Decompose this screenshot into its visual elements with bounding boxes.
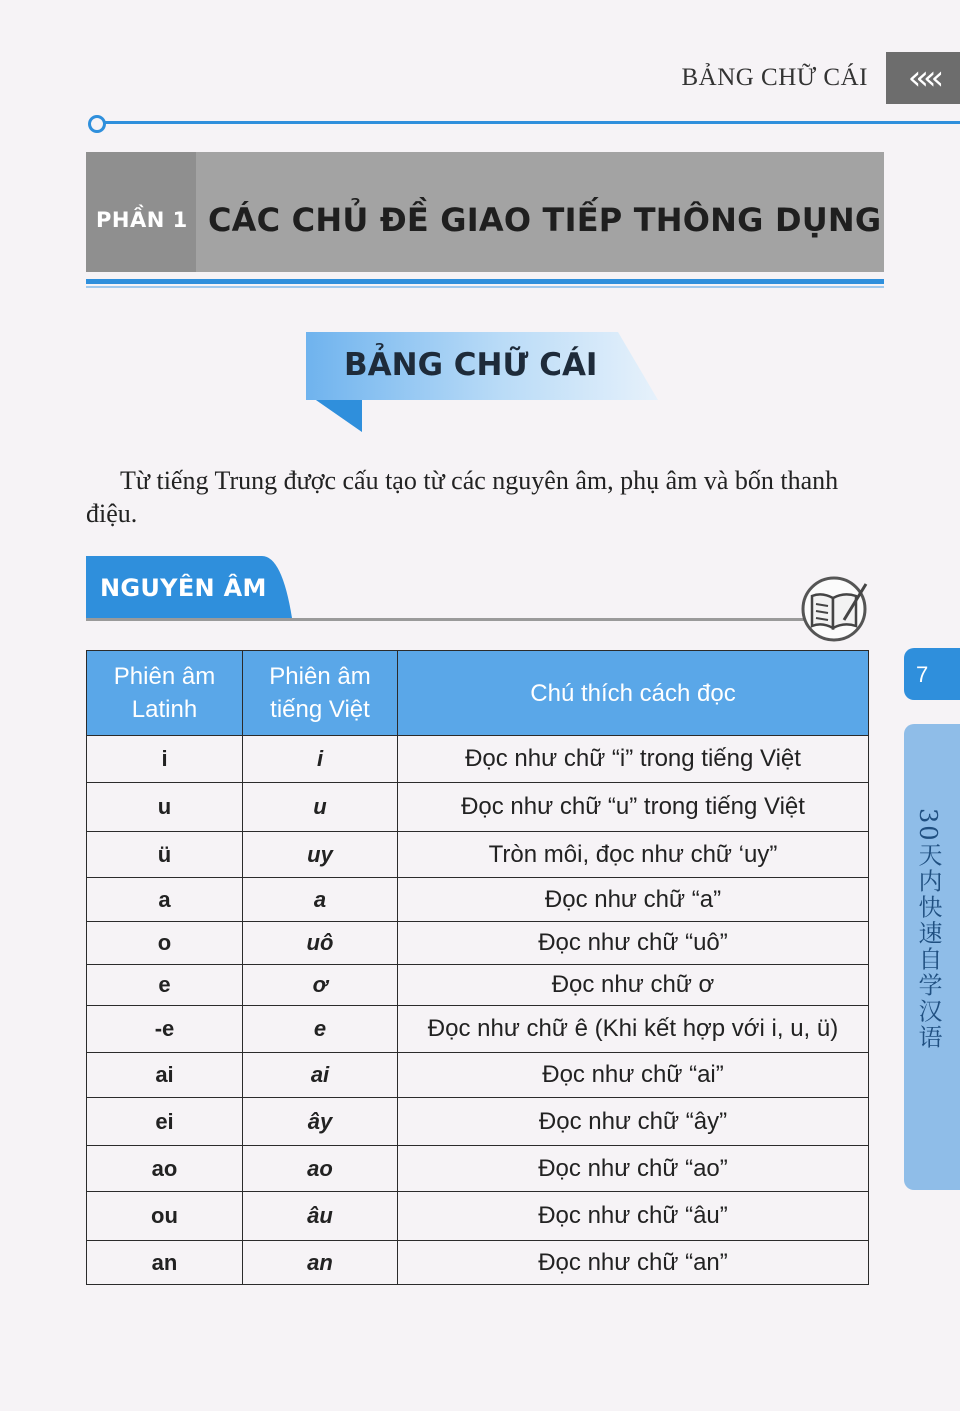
subsection-title: NGUYÊN ÂM (100, 574, 267, 602)
cell-viet: ây (243, 1098, 398, 1146)
cell-viet: u (243, 783, 398, 832)
vowel-table (86, 650, 869, 1285)
cell-note: Đọc như chữ “u” trong tiếng Việt (398, 783, 869, 832)
cell-viet: an (243, 1241, 398, 1285)
cell-note: Đọc như chữ ơ (398, 965, 869, 1006)
table-row (87, 1192, 869, 1241)
cell-latin: an (87, 1241, 243, 1285)
cell-note: Đọc như chữ “i” trong tiếng Việt (398, 736, 869, 783)
notebook-pen-icon (800, 574, 872, 644)
part-rule (86, 279, 884, 284)
intro-paragraph: Từ tiếng Trung được cấu tạo từ các nguyên âm, phụ âm và bốn thanh điệu. (86, 466, 839, 528)
header-rule (100, 121, 960, 124)
page-number-tab: 7 (904, 648, 960, 700)
cell-note: Đọc như chữ “a” (398, 878, 869, 922)
cell-viet: e (243, 1006, 398, 1053)
table-row (87, 922, 869, 965)
cell-latin: ei (87, 1098, 243, 1146)
cell-viet: a (243, 878, 398, 922)
cell-viet: uô (243, 922, 398, 965)
part-title: CÁC CHỦ ĐỀ GIAO TIẾP THÔNG DỤNG (208, 201, 882, 239)
cell-note: Đọc như chữ ê (Khi kết hợp với i, u, ü) (398, 1006, 869, 1053)
cell-viet: ai (243, 1053, 398, 1098)
part-rule-light (86, 286, 884, 288)
chevrons-icon: ‹‹‹‹ (886, 52, 960, 104)
cell-viet: ơ (243, 965, 398, 1006)
table-row (87, 832, 869, 878)
table-row (87, 1146, 869, 1192)
cell-viet: ao (243, 1146, 398, 1192)
cell-latin: u (87, 783, 243, 832)
table-row (87, 965, 869, 1006)
cell-latin: ou (87, 1192, 243, 1241)
table-row (87, 736, 869, 783)
table-row (87, 878, 869, 922)
cell-note: Đọc như chữ “ao” (398, 1146, 869, 1192)
cell-note: Đọc như chữ “âu” (398, 1192, 869, 1241)
column-header-note: Chú thích cách đọc (398, 651, 869, 736)
cell-note: Tròn môi, đọc như chữ ‘uy” (398, 832, 869, 878)
section-title: BẢNG CHỮ CÁI (344, 347, 598, 383)
part-label: PHẦN 1 (96, 208, 188, 232)
cell-latin: o (87, 922, 243, 965)
table-row (87, 783, 869, 832)
cell-viet: âu (243, 1192, 398, 1241)
cell-latin: i (87, 736, 243, 783)
cell-latin: ü (87, 832, 243, 878)
table-row (87, 1241, 869, 1285)
header-circle-icon (88, 115, 106, 133)
book-title-vertical: 30天内快速自学汉语 (914, 808, 942, 1051)
subsection-rule (86, 618, 806, 621)
cell-note: Đọc như chữ “ai” (398, 1053, 869, 1098)
table-row (87, 1006, 869, 1053)
cell-latin: e (87, 965, 243, 1006)
cell-latin: ao (87, 1146, 243, 1192)
cell-latin: a (87, 878, 243, 922)
cell-note: Đọc như chữ “uô” (398, 922, 869, 965)
cell-viet: i (243, 736, 398, 783)
cell-note: Đọc như chữ “ây” (398, 1098, 869, 1146)
cell-viet: uy (243, 832, 398, 878)
cell-latin: -e (87, 1006, 243, 1053)
table-row (87, 1053, 869, 1098)
table-row (87, 1098, 869, 1146)
column-header-latin: Phiên âm Latinh (87, 651, 243, 736)
column-header-viet: Phiên âm tiếng Việt (243, 651, 398, 736)
running-head-title: BẢNG CHỮ CÁI (681, 64, 868, 91)
cell-note: Đọc như chữ “an” (398, 1241, 869, 1285)
cell-latin: ai (87, 1053, 243, 1098)
